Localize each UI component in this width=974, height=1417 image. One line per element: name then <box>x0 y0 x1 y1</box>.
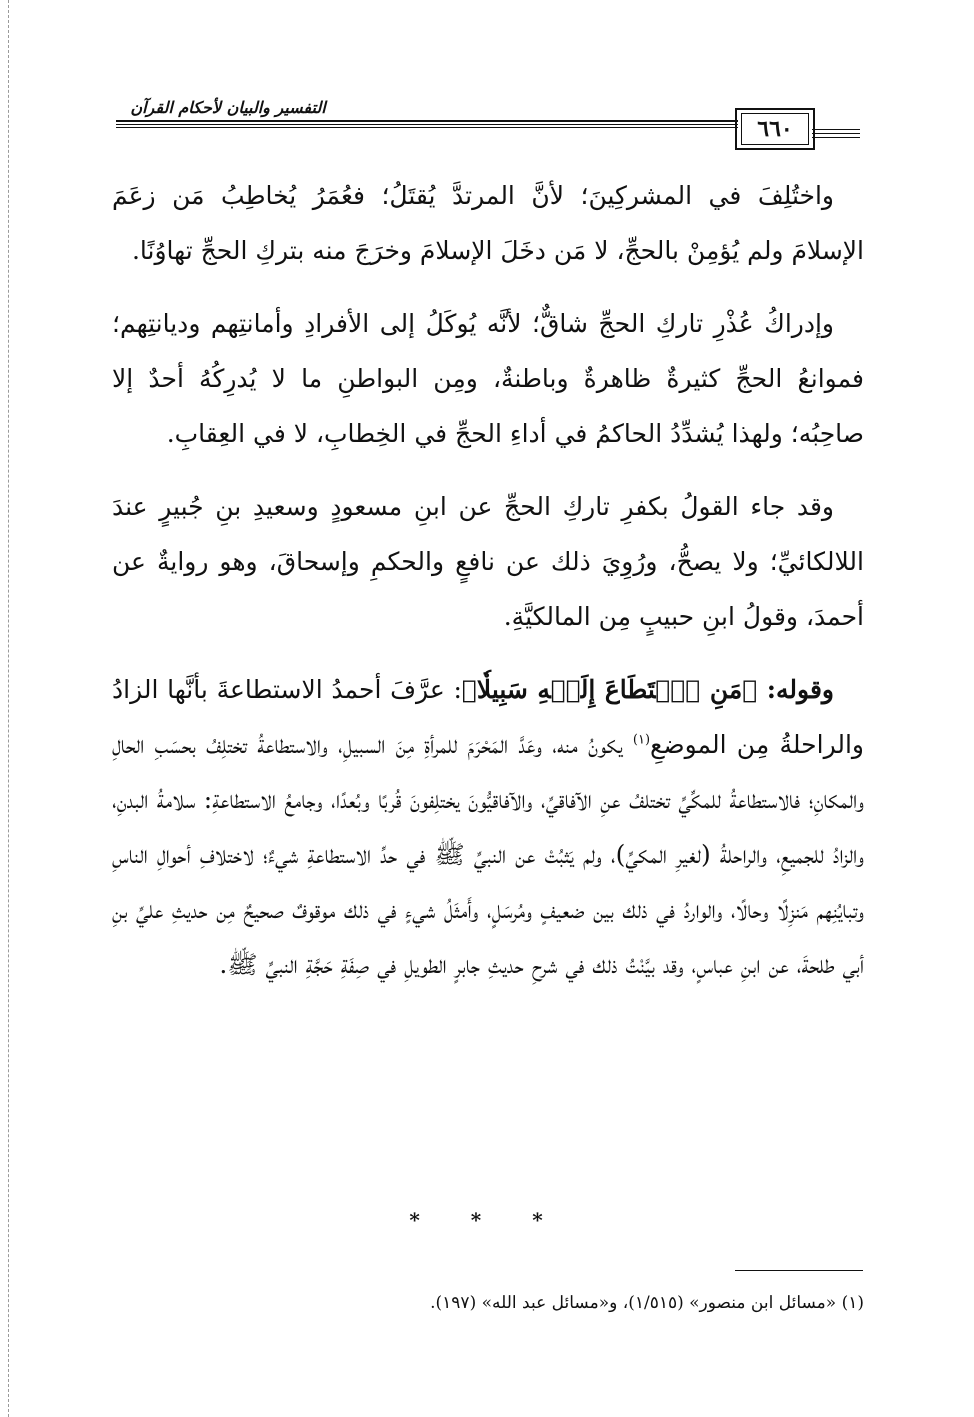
footnote-rule <box>735 1270 863 1271</box>
body-text <box>112 168 864 992</box>
page-edge <box>8 0 11 1417</box>
book-title: التفسير والبيان لأحكام القرآن <box>130 98 326 117</box>
paragraph-4-text-b: يكونُ منه، وعَدَّ المَحْرَمَ للمرأةِ مِنَ السبيلِ، والاستطاعةُ تختلِفُ بحسَبِ الحالِ والمكانِ؛ فالاستطاعةُ للمكِّيِّ تختلفُ عنِ الآفاقيِّ، والآفاقيُّونَ يختلِفونَ قُربًا وبُعدًا، وجامعُ الاستطاعةِ: سلامةُ البدنِ، والزادُ للجميعِ، والراحلةُ (لغيرِ المكيِّ)، ولم يَثبُتْ عن النبيِّ ﷺ في حدِّ الاستطاعةِ شيءٌ؛ لاختلافِ أحوالِ الناسِ وتبايُنِهم مَنزِلًا وحالًا، والواردُ في ذلك بين ضعيفٍ ومُرسَلٍ، وأَمثَلُ شيءٍ في ذلك موقوفٌ صحيحٌ مِن حديثِ عليِّ بنِ أبي طلحةَ، عن ابنِ عباسٍ، وقد بيَّنْتُ ذلك في شرحِ حديثِ جابرٍ الطويلِ في صِفَةِ حَجَّةِ النبيِّ ﷺ. <box>112 730 864 979</box>
paragraph-4-text-a: : عرَّفَ أحمدُ الاستطاعةَ بأنَّها الزادُ والراحلةُ مِن الموضعِ <box>112 675 864 759</box>
section-separator: * * * <box>409 1208 565 1232</box>
header-rules <box>116 120 738 128</box>
paragraph-3: وقد جاء القولُ بكفرِ تاركِ الحجِّ عن ابنِ مسعودٍ وسعيدِ بنِ جُبيرٍ عندَ اللالكائيِّ؛ ولا يصحُّ، ورُوِيَ ذلك عن نافعٍ والحكمِ وإسحاقَ، وهو روايةٌ عن أحمدَ، وقولُ ابنِ حبيبٍ مِن المالكيَّةِ. <box>112 492 864 631</box>
paragraph-2: وإدراكُ عُذْرِ تاركِ الحجِّ شاقٌّ؛ لأنَّه يُوكَلُ إلى الأفرادِ وأمانتِهم وديانتِهم؛ فموانعُ الحجِّ كثيرةٌ ظاهرةٌ وباطنةٌ، ومِن البواطنِ ما لا يُدرِكُهُ أحدٌ إلا صاحِبُه؛ ولهذا يُشدِّدُ الحاكمُ في أداءِ الحجِّ في الخِطابِ، لا في العِقابِ. <box>112 309 865 448</box>
header-side-rules <box>812 129 860 141</box>
page-number-box <box>735 108 815 150</box>
footnote-marker[interactable]: (١) <box>632 732 651 748</box>
paragraph-4 <box>112 662 864 992</box>
footnote: (١) «مسائل ابن منصور» (١/٥١٥)، و«مسائل عبد الله» (١٩٧). <box>430 1293 864 1313</box>
verse-quote: وقوله: ﴿مَنِ ٱسۡتَطَاعَ إِلَيۡهِ سَبِيلٗا﴾ <box>461 675 834 704</box>
page-number: ٦٦٠ <box>741 113 809 145</box>
paragraph-1: واختُلِفَ في المشركِينَ؛ لأنَّ المرتدَّ يُقتَلُ؛ فعُمَرُ يُخاطِبُ مَن زعَمَ الإسلامَ ولم يُؤمِنْ بالحجِّ، لا مَن دخَلَ الإسلامَ وخرَجَ منه بتركِ الحجِّ تهاوُنًا. <box>112 181 864 265</box>
